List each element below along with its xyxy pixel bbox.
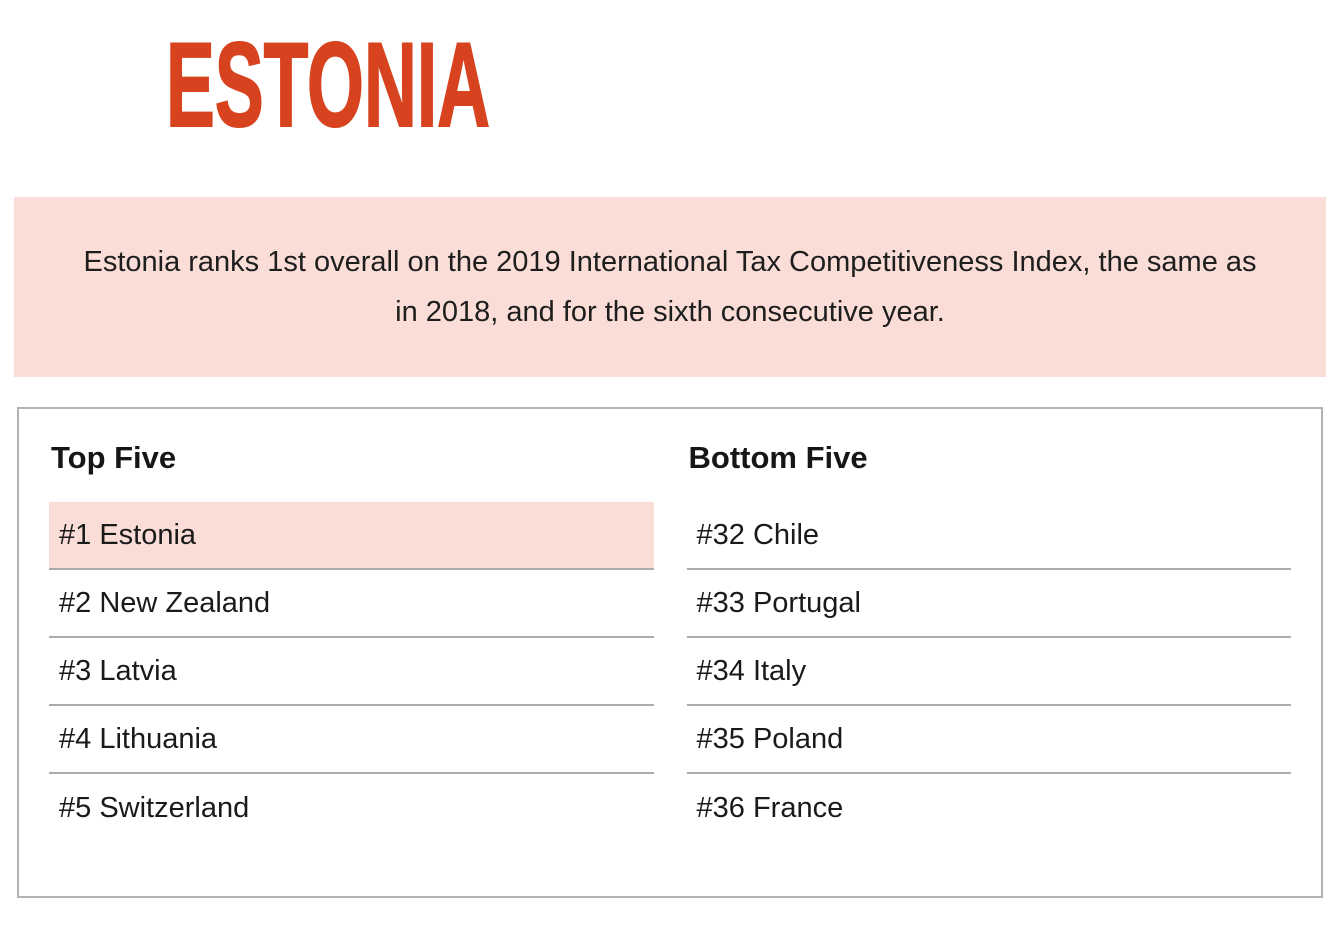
summary-banner-text: Estonia ranks 1st overall on the 2019 International Tax Competitiveness Index, the same as in 2018, and for the sixth consecutive year. (83, 246, 1257, 329)
page-title: ESTONIA (166, 18, 491, 152)
rank-row-switzerland: #5 Switzerland (59, 791, 250, 824)
rank-row-poland: #35 Poland (687, 706, 1292, 774)
bottom-five-column (687, 439, 1292, 842)
rank-row-estonia: #1 Estonia (49, 502, 654, 570)
rank-row-chile: #32 Chile (687, 502, 1292, 570)
rank-row-new-zealand: #2 New Zealand (49, 570, 654, 638)
rank-row-italy: #34 Italy (687, 638, 1292, 706)
rank-row-latvia: #3 Latvia (49, 638, 654, 706)
bottom-five-list (687, 502, 1292, 842)
top-five-list (49, 502, 654, 842)
rank-row-france: #36 France (696, 791, 844, 824)
rank-row-lithuania: #4 Lithuania (49, 706, 654, 774)
summary-banner (14, 197, 1326, 377)
rankings-panel (17, 407, 1323, 898)
rank-row-portugal: #33 Portugal (687, 570, 1292, 638)
bottom-five-heading: Bottom Five (688, 440, 868, 476)
top-five-heading: Top Five (51, 440, 177, 476)
top-five-column (49, 439, 654, 842)
